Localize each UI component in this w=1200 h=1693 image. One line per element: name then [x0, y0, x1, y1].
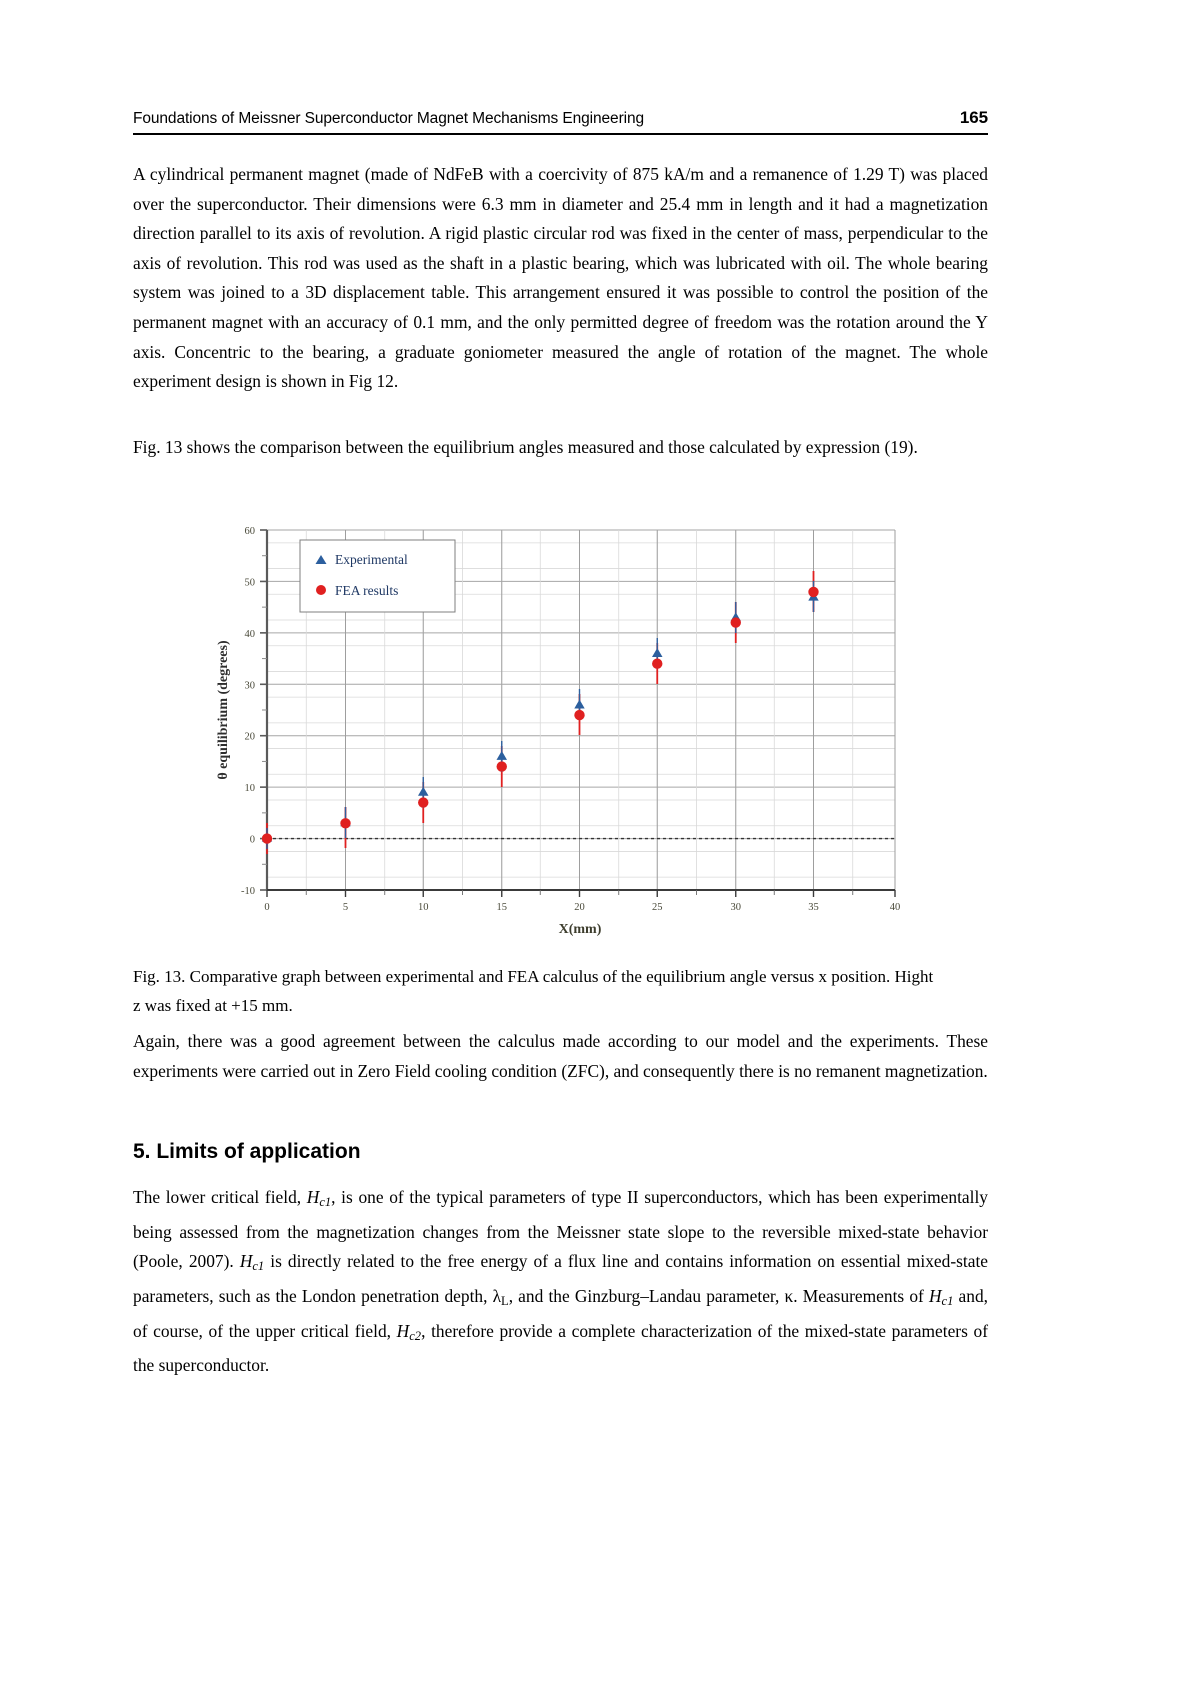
- legend-label-fea: FEA results: [335, 583, 399, 598]
- section-heading-5: 5. Limits of application: [133, 1140, 361, 1163]
- x-tick-label: 30: [730, 902, 741, 913]
- p4-text-7: , therefore provide a complete characterization of the mixed-state parameters of the superconductor.: [133, 1320, 988, 1376]
- figure-caption: Fig. 13. Comparative graph between experimental and FEA calculus of the equilibrium angle versus x position. Hight z was fixed at +15 mm.: [133, 967, 934, 1015]
- running-header: [133, 108, 988, 128]
- x-tick-label: 35: [808, 902, 819, 913]
- data-point: [808, 587, 818, 597]
- legend-marker-circle-icon: [316, 585, 326, 595]
- x-tick-label: 15: [496, 902, 507, 913]
- x-axis-ticks: [267, 890, 895, 897]
- paragraph-3: Again, there was a good agreement between the calculus made according to our model and the experiments. These experiments were carried out in Zero Field cooling condition (ZFC), and consequently there is no remanent magnetization.: [133, 1031, 988, 1081]
- x-tick-label: 0: [264, 902, 270, 913]
- chart-legend: [300, 540, 455, 612]
- y-tick-label: 10: [244, 783, 255, 795]
- data-point: [731, 617, 741, 627]
- p4-text-4: , and the Ginzburg–Landau parameter,: [508, 1286, 785, 1307]
- figure-13-chart: [205, 512, 915, 942]
- data-point: [418, 797, 428, 807]
- symbol-hc1-a: H: [306, 1187, 320, 1207]
- legend-label-experimental: Experimental: [335, 552, 408, 567]
- data-point: [574, 710, 584, 720]
- x-tick-label: 25: [652, 902, 663, 913]
- y-tick-label: 40: [244, 628, 255, 640]
- header-title: Foundations of Meissner Superconductor Magnet Mechanisms Engineering: [133, 110, 645, 127]
- x-tick-label: 40: [889, 902, 901, 913]
- symbol-kappa: κ: [784, 1286, 794, 1307]
- symbol-hc1-b: H: [239, 1251, 253, 1272]
- symbol-lambda: λ: [492, 1286, 502, 1307]
- x-tick-label: 20: [574, 902, 585, 913]
- p4-text-2: , is one of the typical parameters of type II superconductors, which has been experimentally being assessed from the magnetization changes from the Meissner state slope to the reversible mixed-state behavior (Poole, 2007).: [133, 1187, 988, 1272]
- symbol-hc1-b-sub: c1: [252, 1259, 265, 1274]
- legend-box: [300, 540, 455, 612]
- data-point: [262, 833, 272, 843]
- paragraph-4: [133, 1183, 988, 1381]
- y-tick-label: 0: [249, 834, 255, 846]
- paragraph-2: Fig. 13 shows the comparison between the equilibrium angles measured and those calculated by expression (19).: [133, 437, 918, 457]
- symbol-hc1-a-sub: c1: [319, 1195, 332, 1210]
- page-number: 165: [959, 108, 988, 127]
- p4-text-1: The lower critical field,: [133, 1187, 307, 1207]
- y-tick-label: 20: [244, 731, 255, 743]
- data-point: [652, 659, 662, 669]
- data-point: [497, 761, 507, 771]
- p4-text-5: . Measurements of: [793, 1286, 929, 1307]
- y-tick-label: 60: [244, 526, 255, 537]
- symbol-hc2-sub: c2: [409, 1328, 422, 1343]
- symbol-hc1-c: H: [928, 1286, 942, 1307]
- y-tick-label: -10: [241, 886, 255, 897]
- x-tick-label: 10: [418, 902, 429, 913]
- p4-text-6: and, of course, of the upper critical field,: [133, 1286, 988, 1341]
- symbol-hc2: H: [396, 1320, 410, 1341]
- chart-svg: [205, 512, 915, 942]
- x-tick-label: 5: [342, 902, 349, 913]
- paragraph-1: A cylindrical permanent magnet (made of NdFeB with a coercivity of 875 kA/m and a remanence of 1.29 T) was placed over the superconductor. Their dimensions were 6.3 mm in diameter and 25.4 mm in length and it had a magnetization direction parallel to its axis of revolution. A rigid plastic circular rod was fixed in the center of mass, perpendicular to the axis of revolution. This rod was used as the shaft in a plastic bearing, which was lubricated with oil. The whole bearing system was joined to a 3D displacement table. This arrangement ensured it was possible to control the position of the permanent magnet with an accuracy of 0.1 mm, and the only permitted degree of freedom was the rotation around the Y axis. Concentric to the bearing, a graduate goniometer measured the angle of rotation of the magnet. The whole experiment design is shown in Fig 12.: [133, 164, 988, 392]
- header-divider: [133, 133, 988, 135]
- p4-text-3: is directly related to the free energy of a flux line and contains information on essential mixed-state parameters, such as the London penetration depth,: [133, 1251, 988, 1307]
- y-tick-label: 30: [244, 680, 255, 692]
- symbol-lambda-sub: L: [501, 1294, 509, 1309]
- y-tick-label: 50: [244, 577, 255, 589]
- symbol-hc1-c-sub: c1: [941, 1294, 954, 1309]
- y-tick-labels: [241, 526, 255, 897]
- data-point: [340, 818, 350, 828]
- x-tick-labels: [264, 902, 900, 913]
- y-axis-title: θ equilibrium (degrees): [216, 640, 231, 780]
- x-axis-title: X(mm): [558, 922, 602, 937]
